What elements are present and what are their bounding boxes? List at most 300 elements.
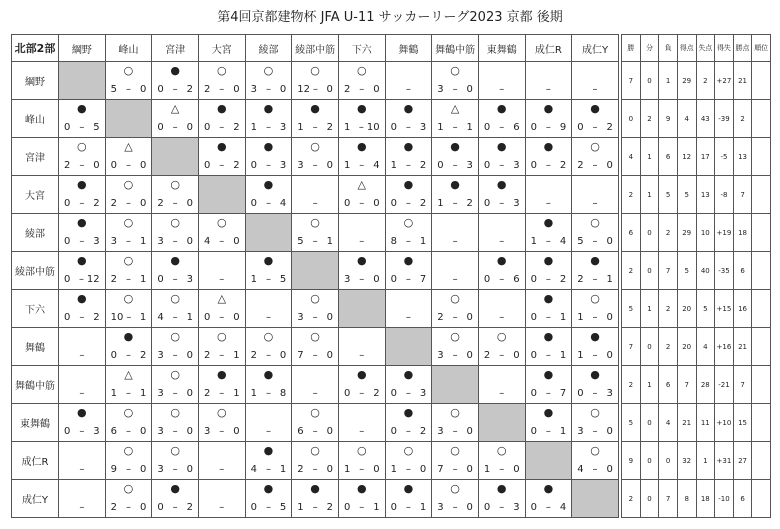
score-against: 7 — [559, 388, 567, 399]
result-mark: ○ — [170, 330, 180, 343]
match-result-cell — [245, 100, 292, 138]
score-against — [414, 84, 426, 96]
match-result-cell — [432, 100, 479, 138]
table-row — [12, 176, 619, 214]
score-dash: – — [359, 198, 365, 209]
match-result-cell — [478, 252, 525, 290]
stat-cell: 2 — [622, 480, 641, 518]
match-result-cell — [292, 62, 339, 100]
score-for: 1 — [297, 502, 304, 513]
score-against: 3 — [279, 160, 287, 171]
match-result-cell — [245, 138, 292, 176]
result-mark: ● — [543, 406, 554, 419]
match-result-cell — [432, 328, 479, 366]
score-dash: – — [312, 388, 318, 399]
standings-row — [622, 328, 771, 366]
stat-cell: 0 — [640, 480, 659, 518]
match-result-cell — [432, 442, 479, 480]
match-result-cell — [292, 138, 339, 176]
score-against: 2 — [326, 122, 333, 133]
score-dash: – — [312, 236, 318, 247]
match-result-cell — [198, 138, 245, 176]
score-for: 0 — [343, 198, 351, 209]
score-dash: – — [79, 122, 85, 133]
row-team-header: 下六 — [12, 290, 59, 328]
score-against: 0 — [233, 236, 240, 247]
match-result-cell — [105, 290, 152, 328]
score-against — [601, 198, 613, 210]
stat-header: 分 — [640, 35, 659, 62]
score-against: 3 — [466, 160, 473, 171]
stat-cell: 0 — [640, 62, 659, 100]
match-result-cell — [152, 176, 199, 214]
result-mark: ● — [216, 140, 227, 153]
score-dash: – — [265, 122, 271, 133]
stat-cell: 43 — [696, 100, 715, 138]
score-against: 7 — [419, 274, 427, 285]
score-against: 4 — [373, 160, 380, 171]
score-for: 0 — [483, 198, 491, 209]
score-dash: – — [452, 312, 458, 323]
result-mark: △ — [357, 178, 366, 191]
score-against: 2 — [559, 160, 567, 171]
match-result-cell — [245, 62, 292, 100]
score-for — [484, 388, 496, 400]
stat-cell: 6 — [659, 366, 678, 404]
score-dash: – — [405, 312, 411, 323]
score-against — [554, 84, 566, 96]
score-against: 1 — [559, 312, 567, 323]
row-team-header: 綾部 — [12, 214, 59, 252]
stat-cell: 29 — [677, 62, 696, 100]
score-for: 0 — [530, 502, 537, 513]
result-mark: ○ — [123, 64, 134, 77]
stat-cell — [752, 214, 771, 252]
score-for: 4 — [203, 236, 211, 247]
score-against: 0 — [606, 236, 613, 247]
score-dash: – — [126, 312, 132, 323]
score-for: 5 — [297, 236, 304, 247]
stat-cell — [752, 366, 771, 404]
stat-cell — [752, 138, 771, 176]
score-against: 5 — [279, 274, 287, 285]
stat-header: 順位 — [752, 35, 771, 62]
stat-cell: +10 — [715, 404, 734, 442]
score-dash: – — [545, 312, 551, 323]
column-team-header: 舞鶴中筋 — [432, 35, 479, 62]
result-mark: ● — [216, 368, 227, 381]
stat-cell: 7 — [659, 252, 678, 290]
match-result-cell — [59, 100, 106, 138]
score-against: 0 — [186, 236, 193, 247]
match-result-cell — [338, 214, 385, 252]
result-mark: ○ — [450, 482, 460, 495]
table-row — [12, 214, 619, 252]
stat-cell: 2 — [622, 176, 641, 214]
corner-label: 北部2部 — [12, 35, 59, 62]
score-dash: – — [79, 426, 85, 437]
score-against: 3 — [93, 426, 100, 437]
score-against — [88, 502, 100, 514]
score-dash: – — [592, 160, 598, 171]
match-result-cell — [59, 328, 106, 366]
match-result-cell — [385, 100, 432, 138]
score-dash: – — [499, 464, 505, 475]
score-for: 0 — [110, 350, 118, 361]
row-team-header: 成仁R — [12, 442, 59, 480]
score-for — [64, 502, 76, 514]
score-for: 1 — [343, 464, 351, 475]
standings-table — [621, 34, 771, 518]
score-against — [461, 274, 473, 286]
score-against: 0 — [139, 464, 147, 475]
match-result-cell — [385, 366, 432, 404]
score-against: 1 — [233, 350, 240, 361]
score-for: 7 — [437, 464, 444, 475]
score-for: 0 — [530, 388, 537, 399]
result-mark: ● — [170, 64, 180, 77]
match-result-cell — [292, 100, 339, 138]
result-mark: ○ — [590, 216, 600, 229]
match-result-cell — [59, 290, 106, 328]
result-mark: ○ — [310, 64, 320, 77]
score-against: 0 — [513, 350, 520, 361]
stat-cell: 1 — [640, 176, 659, 214]
result-mark: ○ — [216, 216, 227, 229]
result-mark: ● — [263, 178, 274, 191]
score-for: 0 — [577, 388, 584, 399]
result-mark: ○ — [310, 216, 320, 229]
stat-cell: 16 — [733, 290, 752, 328]
score-dash: – — [545, 388, 551, 399]
score-dash: – — [312, 84, 318, 95]
score-for: 0 — [483, 122, 491, 133]
result-mark: ○ — [123, 444, 134, 457]
result-mark: ● — [403, 178, 414, 191]
table-row — [12, 442, 619, 480]
score-against: 3 — [419, 388, 427, 399]
score-against: 2 — [93, 312, 100, 323]
score-for: 1 — [250, 274, 257, 285]
score-dash: – — [219, 160, 225, 171]
self-match-cell — [152, 138, 199, 176]
match-result-cell — [432, 176, 479, 214]
score-dash: – — [172, 312, 178, 323]
column-team-header: 成仁Y — [572, 35, 619, 62]
stat-cell: +16 — [715, 328, 734, 366]
result-mark: ● — [590, 330, 600, 343]
match-result-cell — [432, 62, 479, 100]
score-against — [321, 388, 333, 400]
score-against — [461, 236, 473, 248]
score-dash: – — [405, 388, 411, 399]
score-against: 0 — [186, 350, 193, 361]
standings-row — [622, 480, 771, 518]
row-team-header: 舞鶴 — [12, 328, 59, 366]
match-result-cell — [105, 442, 152, 480]
match-result-cell — [478, 176, 525, 214]
score-for: 3 — [343, 274, 351, 285]
stat-cell: 0 — [622, 100, 641, 138]
result-mark: ○ — [123, 406, 134, 419]
score-for — [251, 312, 263, 324]
score-for — [531, 198, 543, 210]
column-team-header: 大宮 — [198, 35, 245, 62]
score-dash: – — [219, 426, 225, 437]
stat-cell: 18 — [696, 480, 715, 518]
stat-cell: 2 — [696, 62, 715, 100]
stat-cell: +31 — [715, 442, 734, 480]
result-mark: ○ — [310, 406, 320, 419]
match-result-cell — [385, 138, 432, 176]
score-against — [368, 236, 380, 248]
score-dash: – — [265, 426, 271, 437]
score-dash: – — [219, 388, 225, 399]
table-row — [12, 62, 619, 100]
score-dash: – — [452, 350, 458, 361]
result-mark: △ — [450, 102, 460, 115]
score-against — [88, 388, 100, 400]
table-row — [12, 100, 619, 138]
score-dash: – — [359, 350, 365, 361]
score-against: 12 — [86, 274, 100, 285]
score-against: 1 — [606, 274, 613, 285]
score-dash: – — [125, 426, 131, 437]
result-mark: ○ — [450, 64, 460, 77]
score-against: 0 — [233, 426, 240, 437]
match-result-cell — [478, 100, 525, 138]
score-against — [321, 198, 333, 210]
score-against: 0 — [139, 502, 147, 513]
self-match-cell — [525, 442, 572, 480]
result-mark: ○ — [450, 406, 460, 419]
match-result-cell — [478, 290, 525, 328]
score-against: 0 — [139, 198, 147, 209]
result-mark: ○ — [496, 330, 507, 343]
stat-cell — [752, 252, 771, 290]
match-result-cell — [152, 442, 199, 480]
score-dash: – — [452, 122, 458, 133]
score-for: 3 — [157, 350, 164, 361]
self-match-cell — [478, 404, 525, 442]
result-mark: ○ — [590, 406, 600, 419]
stat-cell: 4 — [696, 328, 715, 366]
match-result-cell — [105, 138, 152, 176]
score-dash: – — [499, 122, 505, 133]
score-against: 0 — [186, 122, 193, 133]
standings-row — [622, 404, 771, 442]
stat-cell: 8 — [677, 480, 696, 518]
score-dash: – — [452, 84, 458, 95]
score-for: 0 — [157, 84, 164, 95]
stat-cell: 1 — [659, 62, 678, 100]
score-for: 1 — [110, 388, 118, 399]
score-against: 2 — [233, 160, 240, 171]
match-result-cell — [245, 366, 292, 404]
result-mark: ● — [123, 330, 134, 343]
result-mark: ● — [496, 140, 507, 153]
score-against: 2 — [466, 198, 473, 209]
score-dash: – — [79, 236, 85, 247]
score-against: 1 — [419, 502, 427, 513]
stat-cell: 18 — [733, 214, 752, 252]
score-dash: – — [545, 122, 551, 133]
match-result-cell — [338, 480, 385, 518]
stat-cell: 9 — [659, 100, 678, 138]
score-for: 3 — [110, 236, 118, 247]
score-against: 0 — [373, 84, 380, 95]
match-result-cell — [525, 214, 572, 252]
score-for: 0 — [530, 350, 537, 361]
result-mark: ● — [403, 368, 414, 381]
score-against: 0 — [279, 84, 287, 95]
result-mark: ○ — [450, 330, 460, 343]
score-for: 1 — [297, 122, 304, 133]
score-against: 3 — [279, 122, 287, 133]
match-result-cell — [572, 176, 619, 214]
score-dash: – — [499, 312, 505, 323]
score-for: 0 — [530, 122, 537, 133]
standings-row — [622, 100, 771, 138]
score-for: 0 — [390, 502, 397, 513]
result-mark: ○ — [263, 64, 274, 77]
stat-cell: 32 — [677, 442, 696, 480]
stat-cell: +27 — [715, 62, 734, 100]
score-dash: – — [452, 160, 458, 171]
score-against: 2 — [419, 160, 427, 171]
match-result-cell — [105, 176, 152, 214]
match-result-cell — [292, 290, 339, 328]
score-for: 0 — [390, 274, 397, 285]
result-mark: ○ — [450, 444, 460, 457]
score-against: 2 — [373, 388, 380, 399]
match-result-cell — [525, 176, 572, 214]
stat-cell: 7 — [733, 366, 752, 404]
score-for: 0 — [157, 274, 164, 285]
match-result-cell — [59, 442, 106, 480]
result-mark: ● — [356, 102, 367, 115]
result-mark: ● — [403, 254, 414, 267]
result-mark: ● — [543, 102, 554, 115]
stat-cell: 17 — [696, 138, 715, 176]
result-mark: ● — [403, 140, 414, 153]
column-team-header: 宮津 — [152, 35, 199, 62]
score-dash: – — [265, 274, 271, 285]
match-result-cell — [292, 442, 339, 480]
score-against: 3 — [513, 160, 520, 171]
score-dash: – — [172, 198, 178, 209]
stat-cell: 0 — [640, 442, 659, 480]
row-team-header: 舞鶴中筋 — [12, 366, 59, 404]
score-against: 0 — [326, 350, 333, 361]
stat-header: 得失 — [715, 35, 734, 62]
score-dash: – — [545, 502, 551, 513]
match-result-cell — [338, 252, 385, 290]
score-dash: – — [219, 236, 225, 247]
score-for — [484, 236, 496, 248]
score-against: 2 — [93, 198, 100, 209]
stat-cell: 0 — [640, 404, 659, 442]
match-result-cell — [198, 442, 245, 480]
score-for: 2 — [110, 502, 118, 513]
self-match-cell — [59, 62, 106, 100]
match-result-cell — [105, 404, 152, 442]
score-for: 0 — [157, 122, 164, 133]
stat-cell: 7 — [659, 480, 678, 518]
score-for: 1 — [577, 312, 584, 323]
score-for: 1 — [343, 122, 351, 133]
match-result-cell — [245, 442, 292, 480]
match-result-cell — [245, 328, 292, 366]
score-against: 1 — [139, 236, 147, 247]
score-for: 1 — [343, 160, 351, 171]
score-against: 0 — [466, 426, 473, 437]
score-against: 0 — [466, 312, 473, 323]
score-for: 2 — [250, 350, 257, 361]
stat-cell: 7 — [733, 176, 752, 214]
score-dash: – — [405, 274, 411, 285]
stat-cell — [752, 480, 771, 518]
score-against: 0 — [466, 84, 473, 95]
results-grid — [11, 34, 619, 518]
score-for: 2 — [203, 350, 211, 361]
score-against: 2 — [233, 122, 240, 133]
result-mark: ○ — [356, 444, 367, 457]
result-mark: ○ — [123, 482, 134, 495]
table-row — [12, 480, 619, 518]
score-dash: – — [172, 350, 178, 361]
score-dash: – — [172, 122, 178, 133]
match-result-cell — [572, 290, 619, 328]
score-against: 5 — [279, 502, 287, 513]
match-result-cell — [292, 328, 339, 366]
match-result-cell — [385, 252, 432, 290]
match-result-cell — [59, 480, 106, 518]
score-for — [577, 198, 589, 210]
score-against: 0 — [466, 350, 473, 361]
score-for: 1 — [530, 236, 537, 247]
score-dash: – — [592, 236, 598, 247]
score-against: 3 — [93, 236, 100, 247]
result-mark: △ — [124, 140, 133, 153]
stat-cell: 11 — [696, 404, 715, 442]
match-result-cell — [525, 480, 572, 518]
score-against: 0 — [606, 464, 613, 475]
stat-cell — [752, 404, 771, 442]
score-against: 3 — [419, 122, 427, 133]
score-against: 3 — [186, 274, 193, 285]
result-mark: ● — [590, 368, 600, 381]
score-dash: – — [592, 350, 598, 361]
score-for — [391, 84, 403, 96]
result-mark: ○ — [170, 178, 180, 191]
score-against — [508, 84, 520, 96]
match-result-cell — [385, 62, 432, 100]
match-result-cell — [385, 290, 432, 328]
stat-cell: 20 — [677, 290, 696, 328]
row-team-header: 綾部中筋 — [12, 252, 59, 290]
match-result-cell — [152, 290, 199, 328]
score-for: 0 — [64, 426, 71, 437]
score-for — [64, 350, 76, 362]
score-for: 0 — [64, 236, 71, 247]
score-for: 5 — [110, 84, 118, 95]
self-match-cell — [198, 176, 245, 214]
score-dash: – — [592, 198, 598, 209]
score-dash: – — [499, 160, 505, 171]
match-result-cell — [105, 366, 152, 404]
score-for: 3 — [577, 426, 584, 437]
